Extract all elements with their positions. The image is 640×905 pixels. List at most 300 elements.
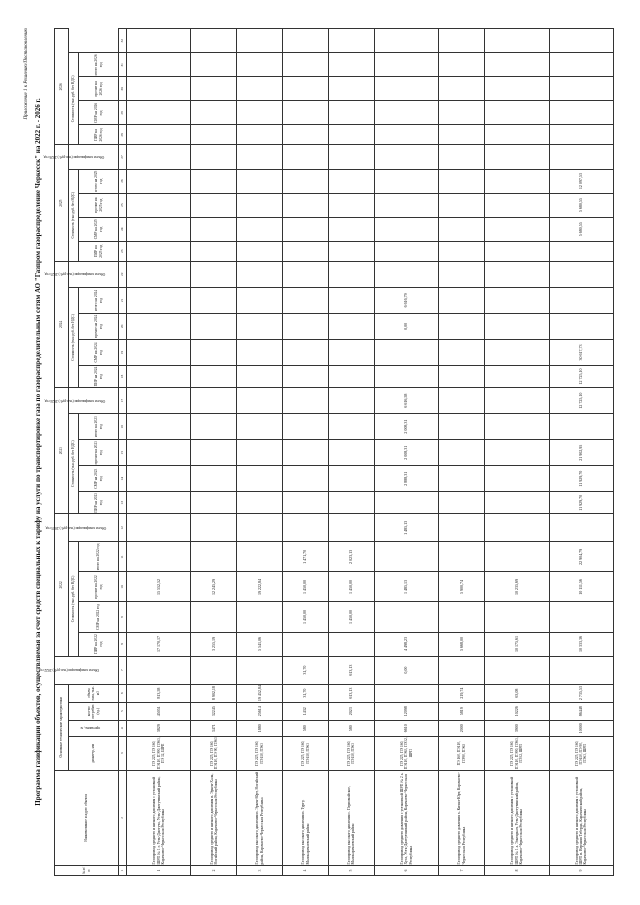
colnum: 22 (119, 261, 127, 287)
value-cell (237, 414, 283, 440)
value-cell (237, 365, 283, 387)
gas-volume-cell: 813,58 (127, 684, 191, 702)
value-cell (439, 656, 485, 684)
header-pir-2022: ПИР на 2022 год (79, 632, 119, 656)
diameter-cell: ПЭ 160, ПЭ110, ПЭ90, ПЭ63 (439, 736, 485, 770)
value-cell (127, 169, 191, 193)
object-name: Газопровод высокого давления с. Первомайское, Малокарачаевский район (328, 770, 374, 865)
header-year-2023: 2023 (55, 388, 69, 514)
value-cell (191, 193, 237, 217)
header-smr-2023: СМР на 2023 год (79, 466, 119, 492)
value-cell (191, 313, 237, 339)
value-cell (191, 261, 237, 287)
value-cell (328, 492, 374, 514)
value-cell (549, 101, 613, 125)
value-cell (191, 365, 237, 387)
table-row (374, 29, 438, 876)
value-cell (485, 656, 549, 684)
consumers-cell: 5819 (439, 702, 485, 720)
row-number: 1 (127, 865, 191, 875)
colnum: 8 (119, 632, 127, 656)
value-cell (328, 440, 374, 466)
value-cell (127, 241, 191, 261)
value-cell (237, 602, 283, 632)
value-cell (328, 414, 374, 440)
length-cell: 3900 (485, 720, 549, 736)
value-cell (283, 365, 329, 387)
value-cell (191, 125, 237, 145)
value-cell (127, 339, 191, 365)
value-cell (549, 656, 613, 684)
header-volume-2025: Объем газификации (тыс.руб.) 2025 год (69, 261, 119, 287)
object-name: Газопровод среднего давления с установкой ШРП № 2 а. Хуса, Усть-Джегутинский район, Карачаево-Черкесская Республика (374, 770, 438, 865)
colnum: 1 (119, 865, 127, 875)
value-cell (328, 632, 374, 656)
value-cell (328, 29, 374, 53)
header-params: Основные технические характеристики (55, 684, 69, 770)
length-cell: 1880 (237, 720, 283, 736)
value-cell (328, 261, 374, 287)
value-cell: 0,00 (374, 313, 438, 339)
object-name: Газопровод среднего и низкого давления с установкой ШРП № 1 г. Усть-Джегута, Усть-Джегутинский район, Карачаево-Черкесская Республика (127, 770, 191, 865)
consumers-cell: 1432 (283, 702, 329, 720)
table-body (127, 29, 614, 876)
value-cell (191, 514, 237, 542)
header-tot-2022: итого на 2022 год (79, 542, 119, 572)
value-cell: 1 450,00 (328, 572, 374, 602)
value-cell (237, 145, 283, 169)
value-cell (237, 169, 283, 193)
colnum: 4 (119, 720, 127, 736)
value-cell: 30 617,73 (549, 339, 613, 365)
colnum: 10 (119, 572, 127, 602)
table-row (237, 29, 283, 876)
value-cell (191, 466, 237, 492)
colnum: 26 (119, 169, 127, 193)
colnum: 31 (119, 53, 127, 77)
value-cell (127, 388, 191, 414)
value-cell (485, 492, 549, 514)
colnum: 5 (119, 702, 127, 720)
value-cell (283, 514, 329, 542)
value-cell (439, 542, 485, 572)
value-cell: 1 450,00 (283, 572, 329, 602)
value-cell (439, 313, 485, 339)
value-cell (485, 542, 549, 572)
gas-volume-cell: 31,70 (283, 684, 329, 702)
value-cell (439, 193, 485, 217)
header-pir-2024: ПИР на 2024 год (79, 365, 119, 387)
row-number: 5 (328, 865, 374, 875)
value-cell (283, 125, 329, 145)
diameter-cell: ПЭ 225, ПЭ 160, ПЭ110, ПЭ90, ПЭ63, ПЭ32, ШРП (485, 736, 549, 770)
value-cell (191, 29, 237, 53)
value-cell (374, 53, 438, 77)
value-cell: 15 552,52 (127, 572, 191, 602)
value-cell: 2 888,31 (374, 466, 438, 492)
value-cell (191, 217, 237, 241)
consumers-cell: 86448 (549, 702, 613, 720)
header-year-2026: 2026 (55, 29, 69, 145)
value-cell (549, 53, 613, 77)
value-cell: 5 668,00 (439, 632, 485, 656)
value-cell (283, 388, 329, 414)
gas-volume-cell: 8 902,18 (191, 684, 237, 702)
row-number: 3 (237, 865, 283, 875)
value-cell: 1 485,13 (374, 514, 438, 542)
value-cell (283, 217, 329, 241)
header-oth-2023: прочие на 2023 год (79, 440, 119, 466)
value-cell (127, 492, 191, 514)
value-cell (237, 77, 283, 101)
header-tot-2023: итого на 2023 год (79, 414, 119, 440)
value-cell (237, 287, 283, 313)
value-cell (191, 542, 237, 572)
value-cell (191, 656, 237, 684)
value-cell (439, 339, 485, 365)
header-length: протяжен., м (69, 720, 119, 736)
header-smr-2024: СМР на 2024 год (79, 339, 119, 365)
value-cell (237, 193, 283, 217)
value-cell (485, 466, 549, 492)
value-cell (439, 53, 485, 77)
value-cell (127, 101, 191, 125)
value-cell (283, 414, 329, 440)
value-cell (127, 313, 191, 339)
gas-volume-cell: 613,13 (328, 684, 374, 702)
value-cell (191, 101, 237, 125)
colnum: 20 (119, 313, 127, 339)
value-cell (374, 101, 438, 125)
value-cell (485, 313, 549, 339)
diameter-cell: ПЭ 225, ПЭ 160, ПЭ110, ПЭ63 (328, 736, 374, 770)
value-cell (485, 145, 549, 169)
value-cell: 17 170,17 (127, 632, 191, 656)
value-cell (485, 29, 549, 53)
value-cell (439, 217, 485, 241)
value-cell: 5 541,06 (237, 632, 283, 656)
value-cell: 3 255,19 (191, 632, 237, 656)
value-cell (191, 77, 237, 101)
value-cell (127, 365, 191, 387)
value-cell (283, 193, 329, 217)
header-pir-2025: ПИР на 2025 год (79, 241, 119, 261)
value-cell (328, 145, 374, 169)
length-cell: 3829 (127, 720, 191, 736)
value-cell (485, 101, 549, 125)
value-cell (439, 125, 485, 145)
header-smr-2022: СМР на 2022 год (79, 602, 119, 632)
value-cell: 19 222,84 (237, 572, 283, 602)
value-cell (439, 466, 485, 492)
header-oth-2024: прочие на 2024 год (79, 313, 119, 339)
colnum: 16 (119, 414, 127, 440)
value-cell: 10 111,56 (549, 572, 613, 602)
row-number: 6 (374, 865, 438, 875)
object-name: Газопровод среднего давления х. Кизил-Юрт, Карачаево-Черкесская Республика (439, 770, 485, 865)
header-oth-2022: прочие на 2022 год (79, 572, 119, 602)
value-cell (237, 261, 283, 287)
value-cell: 1 450,00 (283, 602, 329, 632)
value-cell (237, 53, 283, 77)
value-cell (328, 388, 374, 414)
value-cell (328, 217, 374, 241)
table-row (127, 29, 191, 876)
value-cell (549, 125, 613, 145)
value-cell (127, 217, 191, 241)
value-cell (485, 287, 549, 313)
colnum: 24 (119, 217, 127, 241)
value-cell: 11 929,70 (549, 492, 613, 514)
value-cell (485, 414, 549, 440)
value-cell (328, 101, 374, 125)
value-cell (549, 414, 613, 440)
length-cell: 580 (283, 720, 329, 736)
value-cell (439, 77, 485, 101)
value-cell (485, 125, 549, 145)
value-cell: 5 900,74 (439, 572, 485, 602)
length-cell: 3471 (191, 720, 237, 736)
header-gas-volume: объем газа, тыс. м3 (69, 684, 119, 702)
colnum: 21 (119, 287, 127, 313)
colnum: 15 (119, 440, 127, 466)
value-cell (439, 602, 485, 632)
table-row (283, 29, 329, 876)
colnum: 19 (119, 339, 127, 365)
value-cell (191, 53, 237, 77)
value-cell (374, 193, 438, 217)
header-volume-2022: Объем газификации (тыс.руб.) 2022 год (55, 656, 119, 684)
value-cell (485, 217, 549, 241)
value-cell: 10 333,36 (549, 632, 613, 656)
value-cell (283, 53, 329, 77)
diameter-cell: ПЭ 225, ПЭ 160, ПЭ110, ПЭ63 (283, 736, 329, 770)
value-cell (191, 440, 237, 466)
value-cell (237, 241, 283, 261)
value-cell (328, 125, 374, 145)
value-cell (127, 53, 191, 77)
value-cell (237, 29, 283, 53)
value-cell (439, 514, 485, 542)
value-cell: 1 450,00 (328, 602, 374, 632)
value-cell (237, 101, 283, 125)
value-cell (485, 602, 549, 632)
length-cell: 580 (328, 720, 374, 736)
column-number-row (119, 29, 127, 876)
value-cell (191, 388, 237, 414)
diameter-cell: ПЭ 225, ПЭ 160, ПЭ110, ПЭ90, ПЭ63, ПЭ 32, ШРП (127, 736, 191, 770)
value-cell (191, 414, 237, 440)
value-cell: 12 725,10 (549, 365, 613, 387)
value-cell (127, 287, 191, 313)
row-number: 7 (439, 865, 485, 875)
gas-volume-cell: 63,08 (485, 684, 549, 702)
value-cell (328, 77, 374, 101)
colnum: 25 (119, 193, 127, 217)
value-cell (485, 261, 549, 287)
header-cost-2024: Стоимость (тыс.руб. без НДС) (69, 287, 79, 387)
value-cell (191, 492, 237, 514)
header-consumers: кол-во потребит. (ед.) (69, 702, 119, 720)
value-cell (283, 101, 329, 125)
length-cell: 2000 (439, 720, 485, 736)
value-cell (439, 414, 485, 440)
value-cell (127, 125, 191, 145)
colnum: 17 (119, 388, 127, 414)
value-cell (549, 77, 613, 101)
value-cell: 2 023,13 (328, 542, 374, 572)
consumers-cell: 10226 (485, 702, 549, 720)
value-cell (191, 602, 237, 632)
value-cell: 11 929,70 (549, 466, 613, 492)
value-cell (439, 145, 485, 169)
length-cell: 6610 (374, 720, 438, 736)
colnum: 11 (119, 542, 127, 572)
value-cell (439, 261, 485, 287)
value-cell (549, 313, 613, 339)
value-cell (374, 261, 438, 287)
value-cell (237, 542, 283, 572)
value-cell (485, 339, 549, 365)
value-cell (374, 602, 438, 632)
value-cell (237, 217, 283, 241)
value-cell (283, 241, 329, 261)
value-cell (237, 339, 283, 365)
value-cell: 10 175,61 (485, 632, 549, 656)
value-cell (374, 542, 438, 572)
header-name: Наименование и адрес объекта (55, 770, 119, 865)
value-cell (127, 602, 191, 632)
value-cell: 21 902,95 (549, 440, 613, 466)
value-cell (549, 145, 613, 169)
colnum: 6 (119, 684, 127, 702)
value-cell (283, 261, 329, 287)
diameter-cell: ПЭ 225, ПЭ 160, ПЭ110, ПЭ 90, ПЭ63, ШРП (549, 736, 613, 770)
appendix-note: Приложение 1 к Решению/Постановлению (24, 28, 29, 120)
table-row (328, 29, 374, 876)
value-cell: 12 097,53 (549, 169, 613, 193)
value-cell: 6 616,79 (374, 287, 438, 313)
header-oth-2025: прочие на 2025 год (79, 193, 119, 217)
header-cost-2026: Стоимость (тыс.руб. без НДС) (69, 53, 79, 145)
value-cell (549, 29, 613, 53)
value-cell (127, 440, 191, 466)
value-cell: 6 616,58 (374, 388, 438, 414)
value-cell (374, 339, 438, 365)
value-cell (549, 261, 613, 287)
value-cell (374, 77, 438, 101)
table-row (439, 29, 485, 876)
rotated-document (20, 22, 620, 882)
row-number: 2 (191, 865, 237, 875)
value-cell: 10 235,69 (485, 572, 549, 602)
value-cell (485, 193, 549, 217)
value-cell (439, 365, 485, 387)
row-number: 9 (549, 865, 613, 875)
value-cell (439, 101, 485, 125)
value-cell: 12 725,10 (549, 388, 613, 414)
header-pir-2026: ПИР на 2026 год (79, 125, 119, 145)
value-cell (127, 542, 191, 572)
value-cell (283, 169, 329, 193)
value-cell (485, 241, 549, 261)
value-cell (328, 193, 374, 217)
value-cell (127, 193, 191, 217)
header-cost-2022: Стоимость (тыс.руб. без НДС) (69, 542, 79, 656)
value-cell (485, 514, 549, 542)
value-cell (439, 169, 485, 193)
consumers-cell: 25614 (237, 702, 283, 720)
value-cell (283, 287, 329, 313)
value-cell (237, 514, 283, 542)
value-cell: 4 498,23 (374, 632, 438, 656)
header-volume-2024: Объем газификации (тыс.руб.) 2024 год (69, 388, 119, 414)
colnum: 29 (119, 101, 127, 125)
row-number: 4 (283, 865, 329, 875)
value-cell: 1 485,13 (374, 572, 438, 602)
colnum: 32 (119, 29, 127, 53)
gas-volume-cell: 219,74 (439, 684, 485, 702)
table-row (191, 29, 237, 876)
value-cell (485, 388, 549, 414)
value-cell (549, 287, 613, 313)
value-cell (328, 287, 374, 313)
colnum: 23 (119, 241, 127, 261)
header-smr-2026: СМР на 2026 год (79, 101, 119, 125)
value-cell (237, 313, 283, 339)
document-title: Программа газификации объектов, осуществляемая за счет средств специальных к тарифу на услуги по транспортировке газа по газораспределительным сетям АО "Газпром газораспределение Черкесск" на 2022 г. - 2026 г. (34, 98, 42, 806)
colnum: 28 (119, 125, 127, 145)
value-cell (127, 29, 191, 53)
value-cell (439, 388, 485, 414)
value-cell (374, 241, 438, 261)
value-cell (485, 77, 549, 101)
value-cell (127, 514, 191, 542)
value-cell (549, 241, 613, 261)
table-row (549, 29, 613, 876)
value-cell (127, 466, 191, 492)
value-cell (485, 440, 549, 466)
colnum: 14 (119, 466, 127, 492)
header-tot-2025: итого на 2025 год (79, 169, 119, 193)
value-cell (328, 53, 374, 77)
value-cell (283, 29, 329, 53)
colnum: 27 (119, 145, 127, 169)
value-cell (374, 29, 438, 53)
value-cell (328, 339, 374, 365)
value-cell (328, 365, 374, 387)
gas-volume-cell: 2 735,53 (549, 684, 613, 702)
value-cell (127, 77, 191, 101)
value-cell (283, 440, 329, 466)
value-cell (439, 241, 485, 261)
value-cell: 12 245,29 (191, 572, 237, 602)
length-cell: 10000 (549, 720, 613, 736)
value-cell (374, 492, 438, 514)
colnum: 13 (119, 492, 127, 514)
value-cell (191, 241, 237, 261)
header-tot-2026: итого на 2026 год (79, 53, 119, 77)
object-name: Газопровод среднего и низкого давления с установкой ШРП п. Верхняя Теберда, Карачаевский район, Карачаево-Черкесская Республика (549, 770, 613, 865)
value-cell (328, 466, 374, 492)
value-cell (237, 466, 283, 492)
header-year-2025: 2025 (55, 145, 69, 261)
value-cell (237, 125, 283, 145)
object-name: Газопровод высокого давления п. Тургу, Малокарачаевский район (283, 770, 329, 865)
consumers-cell: 32245 (191, 702, 237, 720)
value-cell (237, 388, 283, 414)
object-name: Газопровод среднего и низкого давления п. Эркен-Халк, Ногайский район, Карачаево-Черкесская Республика (191, 770, 237, 865)
